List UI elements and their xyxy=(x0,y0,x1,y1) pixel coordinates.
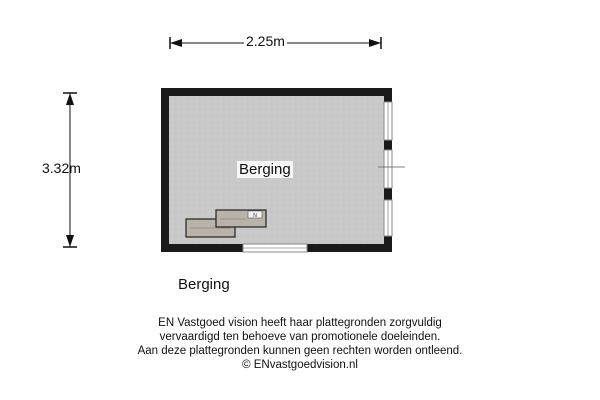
width-dimension-label: 2.25m xyxy=(246,33,285,49)
disclaimer-line: vervaardigd ten behoeve van promotionele doeleinden. xyxy=(159,331,441,343)
window-right-bottom xyxy=(384,200,392,236)
copyright-line: © ENvastgoedvision.nl xyxy=(242,359,358,371)
disclaimer-line: Aan deze plattegronden kunnen geen rechten worden ontleend. xyxy=(137,345,463,357)
floor-plan-title: Berging xyxy=(178,276,230,293)
height-dimension-label: 3.32m xyxy=(42,160,81,176)
disclaimer-line: EN Vastgoed vision heeft haar plattegronden zorgvuldig xyxy=(158,317,442,329)
window-bottom xyxy=(243,244,307,252)
room-name-label: Berging xyxy=(239,161,291,178)
window-right-middle xyxy=(384,150,392,188)
disclaimer-text xyxy=(0,316,600,372)
stair-tag-text: N xyxy=(253,213,257,219)
window-right-top xyxy=(384,102,392,140)
